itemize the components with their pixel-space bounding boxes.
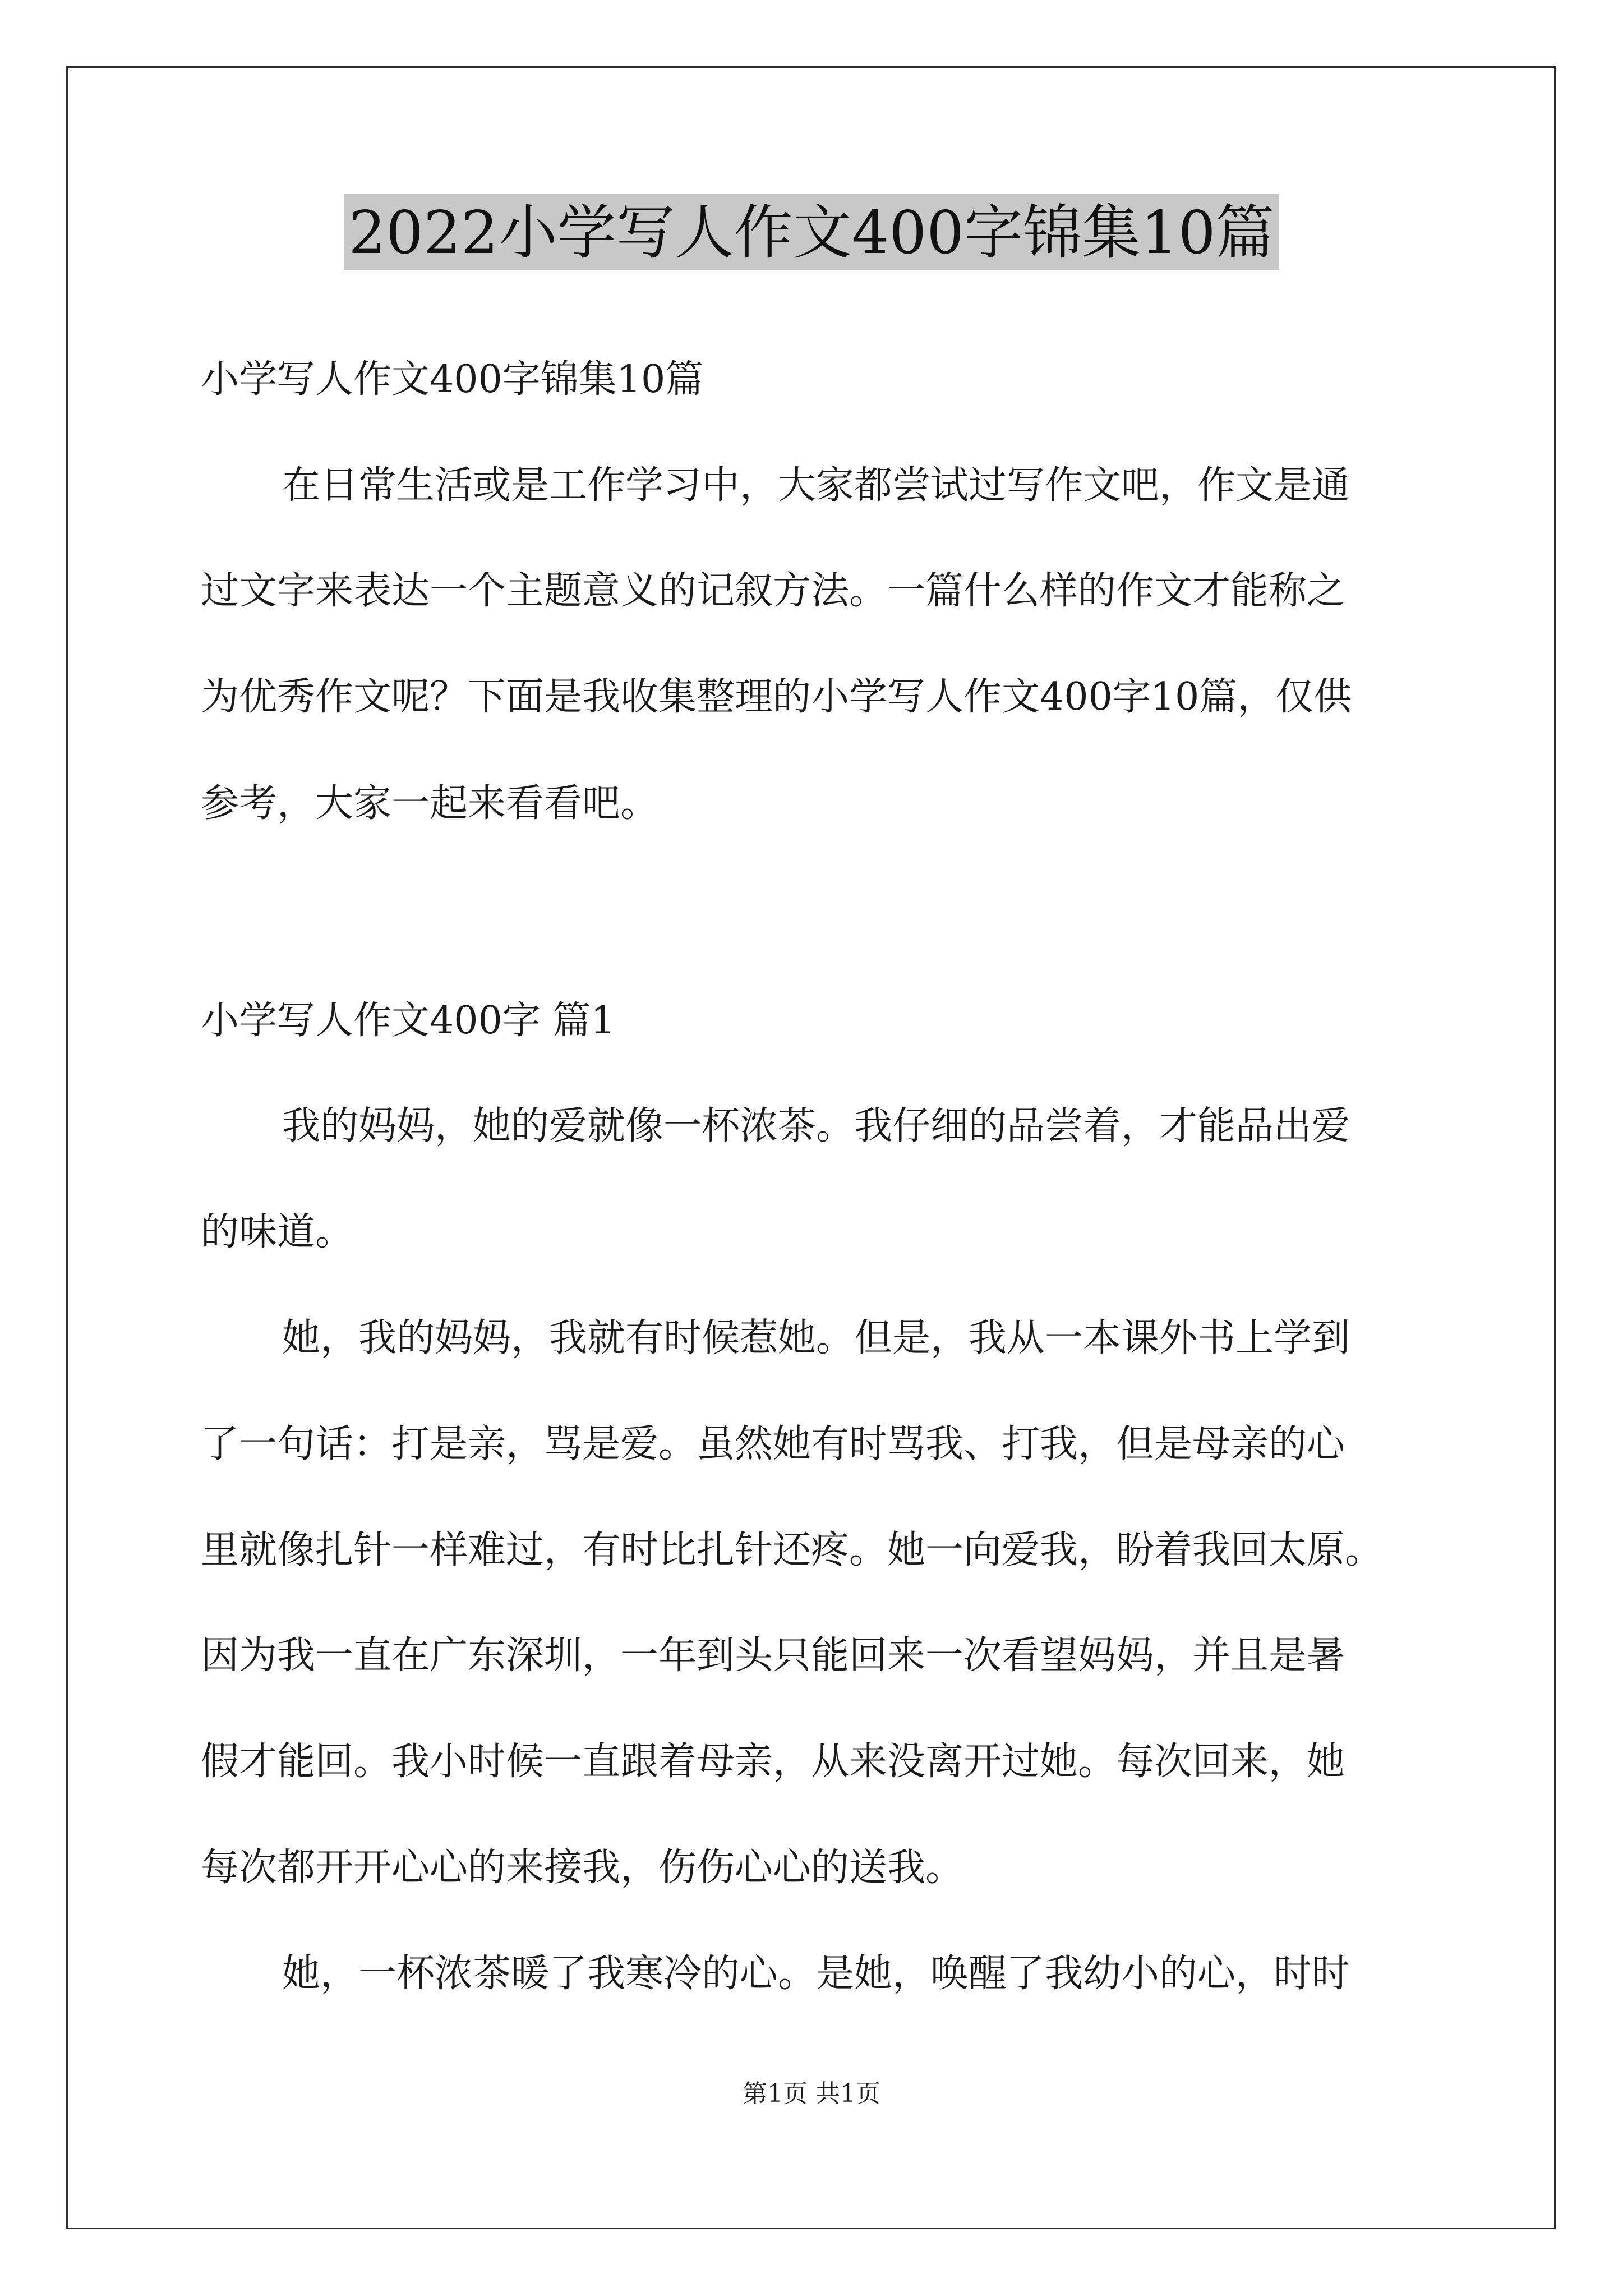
para2-line-4: 因为我一直在广东深圳，一年到头只能回来一次看望妈妈，并且是暑 (201, 1634, 1345, 1678)
para2-line-3: 里就像扎针一样难过，有时比扎针还疼。她一向爱我，盼着我回太原。 (201, 1528, 1384, 1572)
para2-line-1: 她，我的妈妈，我就有时候惹她。但是，我从一本课外书上学到 (282, 1316, 1350, 1360)
para2-line-6: 每次都开开心心的来接我，伤伤心心的送我。 (201, 1846, 964, 1890)
para2-line-2: 了一句话：打是亲，骂是爱。虽然她有时骂我、打我，但是母亲的心 (201, 1422, 1345, 1466)
para2-line-5: 假才能回。我小时候一直跟着母亲，从来没离开过她。每次回来，她 (201, 1740, 1345, 1784)
intro-line-4: 参考，大家一起来看看吧。 (201, 781, 659, 826)
para1-line-2: 的味道。 (201, 1210, 354, 1254)
intro-line-3: 为优秀作文呢？下面是我收集整理的小学写人作文400字10篇，仅供 (201, 675, 1352, 719)
intro-line-2: 过文字来表达一个主题意义的记叙方法。一篇什么样的作文才能称之 (201, 569, 1345, 613)
para1-line-1: 我的妈妈，她的爱就像一杯浓茶。我仔细的品尝着，才能品出爱 (282, 1104, 1350, 1148)
document-subtitle: 小学写人作文400字锦集10篇 (201, 357, 704, 402)
intro-line-1: 在日常生活或是工作学习中，大家都尝试过写作文吧，作文是通 (282, 463, 1350, 508)
page-footer: 第1页 共1页 (743, 2079, 880, 2108)
document-title: 2022小学写人作文400字锦集10篇 (344, 194, 1279, 270)
para3-line-1: 她，一杯浓茶暖了我寒冷的心。是她，唤醒了我幼小的心，时时 (282, 1952, 1350, 1996)
title-container (0, 194, 1623, 270)
section-heading: 小学写人作文400字 篇1 (201, 999, 615, 1043)
